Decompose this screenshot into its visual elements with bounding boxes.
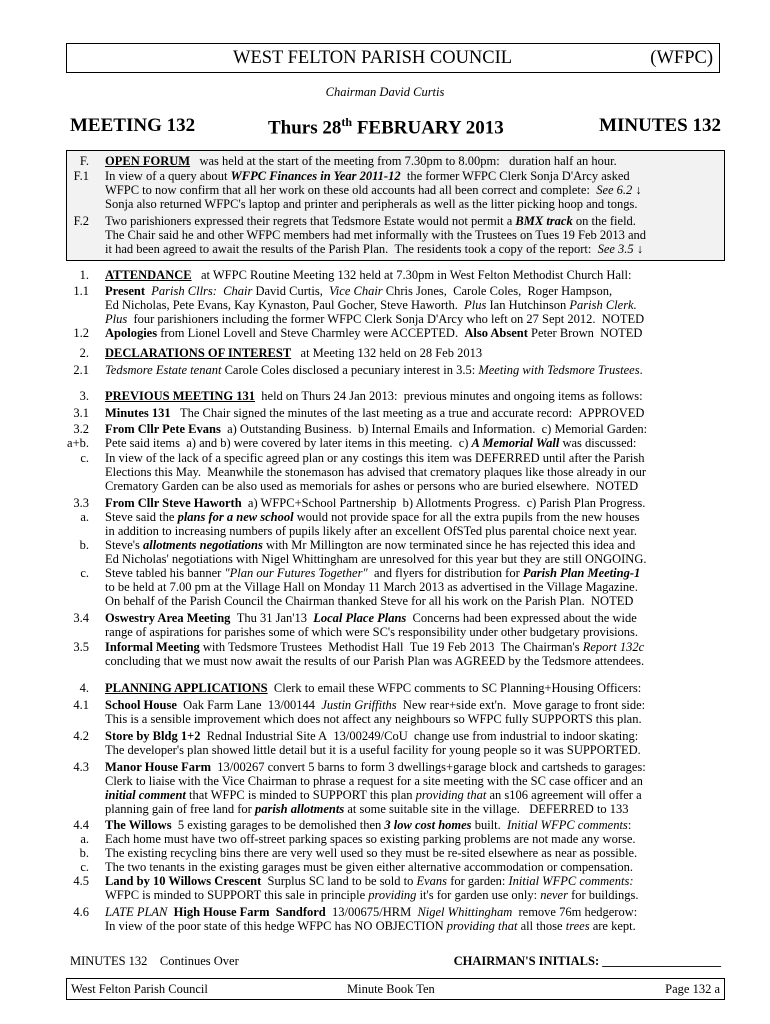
footer-council: West Felton Parish Council — [71, 982, 208, 996]
item-text: Ed Nicholas, Pete Evans, Kay Kynaston, Paul Gocher, Steve Haworth. Plus Ian Hutchinson Parish Clerk. — [105, 298, 637, 312]
footer-page: Page 132 a — [665, 982, 720, 996]
item-text: Plus four parishioners including the former WFPC Clerk Sonja D'Arcy who left on 27 Sept 2012. NOTED — [105, 312, 645, 326]
item-text: to be held at 7.00 pm at the Village Hall on Monday 11 March 2013 as advertised in the Village Magazine. — [105, 580, 638, 594]
title-box — [66, 43, 720, 73]
item-text: Crematory Garden can be also used as memorials for ashes or persons who are buried elsewhere. NOTED — [105, 479, 639, 493]
item-text: Two parishioners expressed their regrets that Tedsmore Estate would not permit a BMX track on the field. — [105, 214, 636, 228]
item-text: concluding that we must now await the results of our Parish Plan was AGREED by the Tedsmore attendees. — [105, 654, 645, 668]
item-text: Steve tabled his banner "Plan our Futures Together" and flyers for distribution for Parish Plan Meeting-1 — [105, 566, 641, 580]
item-text: From Cllr Pete Evans a) Outstanding Business. b) Internal Emails and Information. c) Memorial Garden: — [105, 422, 648, 436]
footer-minute-book: Minute Book Ten — [347, 982, 435, 996]
item-text: Minutes 131 The Chair signed the minutes of the last meeting as a true and accurate record: APPROVED — [105, 406, 645, 420]
meeting-date: Thurs 28th FEBRUARY 2013 — [268, 115, 504, 139]
item-text: Clerk to liaise with the Vice Chairman to phrase a request for a site meeting with the SC case officer and an — [105, 774, 643, 788]
minute-line — [0, 154, 770, 169]
minute-line — [0, 743, 770, 758]
minute-line — [0, 242, 770, 257]
continues-over: MINUTES 132 Continues Over — [70, 954, 239, 968]
minute-line — [0, 888, 770, 903]
minute-line — [0, 905, 770, 920]
item-text: WFPC to now confirm that all her work on these old accounts had all been correct and complete: See 6.2 ↓ — [105, 183, 642, 197]
minute-line — [0, 712, 770, 727]
item-text: Steve's allotments negotiations with Mr Millington are now terminated since he has rejected this idea and — [105, 538, 636, 552]
minute-line — [0, 640, 770, 655]
item-text: The developer's plan showed little detail but it is a useful facility for young people so it was SUPPORTED. — [105, 743, 641, 757]
item-number: a. — [80, 832, 89, 846]
item-text: On behalf of the Parish Council the Chairman thanked Steve for all his work on the Parish Plan. NOTED — [105, 594, 634, 608]
item-number: 4.5 — [73, 874, 89, 888]
item-text: Manor House Farm 13/00267 convert 5 barns to form 3 dwellings+garage block and cartsheds to garages: — [105, 760, 646, 774]
item-text: planning gain of free land for parish allotments at some suitable site in the village. DEFERRED to 133 — [105, 802, 629, 816]
minute-line — [0, 479, 770, 494]
minute-line — [0, 406, 770, 421]
item-text: School House Oak Farm Lane 13/00144 Justin Griffiths New rear+side ext'n. Move garage to front side: — [105, 698, 646, 712]
item-number: 4.4 — [73, 818, 89, 832]
item-number: c. — [80, 860, 89, 874]
item-number: 3.1 — [73, 406, 89, 420]
item-text: Tedsmore Estate tenant Carole Coles disclosed a pecuniary interest in 3.5: Meeting with Tedsmore Trustees. — [105, 363, 643, 377]
item-number: F. — [79, 154, 89, 168]
minute-line — [0, 197, 770, 212]
minute-line — [0, 268, 770, 283]
item-text: Store by Bldg 1+2 Rednal Industrial Site A 13/00249/CoU change use from industrial to indoor skating: — [105, 729, 639, 743]
minute-line — [0, 698, 770, 713]
minute-line — [0, 760, 770, 775]
minute-line — [0, 832, 770, 847]
item-number: 4.1 — [73, 698, 89, 712]
item-text: The two tenants in the existing garages must be given either alternative accommodation or compensation. — [105, 860, 633, 874]
minute-line — [0, 524, 770, 539]
item-text: The existing recycling bins there are very well used so they must be re-sited elsewhere as near as possible. — [105, 846, 638, 860]
item-text: range of aspirations for parishes some of which were SC's responsibility under other budgetary provisions. — [105, 625, 639, 639]
council-title: WEST FELTON PARISH COUNCIL — [233, 48, 513, 68]
item-text: PREVIOUS MEETING 131 held on Thurs 24 Jan 2013: previous minutes and ongoing items as follows: — [105, 389, 643, 403]
minute-line — [0, 451, 770, 466]
minute-line — [0, 169, 770, 184]
minute-line — [0, 389, 770, 404]
minute-line — [0, 298, 770, 313]
meeting-number: MEETING 132 — [70, 115, 196, 136]
item-text: Present Parish Cllrs: Chair David Curtis, Vice Chair Chris Jones, Carole Coles, Roger Hampson, — [105, 284, 613, 298]
minute-line — [0, 611, 770, 626]
item-number: 1.1 — [73, 284, 89, 298]
item-number: 3. — [79, 389, 89, 403]
minute-line — [0, 346, 770, 361]
minute-line — [0, 465, 770, 480]
item-number: a. — [80, 510, 89, 524]
item-number: 4.6 — [73, 905, 89, 919]
minute-line — [0, 860, 770, 875]
item-number: 1.2 — [73, 326, 89, 340]
item-number: 4.3 — [73, 760, 89, 774]
minute-line — [0, 874, 770, 889]
item-text: Pete said items a) and b) were covered by later items in this meeting. c) A Memorial Wall was discussed: — [105, 436, 637, 450]
item-number: a+b. — [67, 436, 89, 450]
item-number: 2. — [79, 346, 89, 360]
item-text: DECLARATIONS OF INTEREST at Meeting 132 held on 28 Feb 2013 — [105, 346, 483, 360]
minute-line — [0, 566, 770, 581]
item-text: Steve said the plans for a new school would not provide space for all the extra pupils from the new houses — [105, 510, 640, 524]
minute-line — [0, 284, 770, 299]
council-abbrev: (WFPC) — [650, 48, 713, 68]
chairman-initials: CHAIRMAN'S INITIALS: ___________________ — [453, 954, 721, 968]
item-number: c. — [80, 566, 89, 580]
minute-line — [0, 496, 770, 511]
item-number: 1. — [79, 268, 89, 282]
minute-line — [0, 802, 770, 817]
item-number: c. — [80, 451, 89, 465]
item-number: 4. — [79, 681, 89, 695]
item-text: OPEN FORUM was held at the start of the meeting from 7.30pm to 8.00pm: duration half an hour. — [105, 154, 617, 168]
footer-box — [66, 978, 725, 1000]
item-number: b. — [79, 846, 89, 860]
minute-line — [0, 654, 770, 669]
item-number: 3.3 — [73, 496, 89, 510]
item-text: Apologies from Lionel Lovell and Steve Charmley were ACCEPTED. Also Absent Peter Brown NOTED — [105, 326, 643, 340]
minute-line — [0, 326, 770, 341]
minutes-number: MINUTES 132 — [599, 115, 721, 136]
item-text: PLANNING APPLICATIONS Clerk to email these WFPC comments to SC Planning+Housing Officers: — [105, 681, 642, 695]
item-number: b. — [79, 538, 89, 552]
item-text: Ed Nicholas' negotiations with Nigel Whittingham are unresolved for this year but they are still ONGOING. — [105, 552, 647, 566]
chairman-line: Chairman David Curtis — [325, 85, 445, 99]
minute-line — [0, 228, 770, 243]
minute-line — [0, 312, 770, 327]
minute-line — [0, 510, 770, 525]
item-number: F.2 — [73, 214, 89, 228]
item-text: ATTENDANCE at WFPC Routine Meeting 132 held at 7.30pm in West Felton Methodist Church Hall: — [105, 268, 632, 282]
item-text: In view of the lack of a specific agreed plan or any costings this item was DEFERRED until after the Parish — [105, 451, 645, 465]
item-text: initial comment that WFPC is minded to SUPPORT this plan providing that an s106 agreement will offer a — [105, 788, 642, 802]
item-number: F.1 — [73, 169, 89, 183]
item-number: 3.2 — [73, 422, 89, 436]
item-text: The Willows 5 existing garages to be demolished then 3 low cost homes built. Initial WFPC comments: — [105, 818, 632, 832]
item-text: This is a sensible improvement which does not affect any neighbours so WFPC fully SUPPORTS this plan. — [105, 712, 642, 726]
minute-line — [0, 422, 770, 437]
minute-line — [0, 681, 770, 696]
item-number: 3.5 — [73, 640, 89, 654]
item-number: 3.4 — [73, 611, 89, 625]
item-text: LATE PLAN High House Farm Sandford 13/00675/HRM Nigel Whittingham remove 76m hedgerow: — [105, 905, 638, 919]
minute-line — [0, 818, 770, 833]
item-text: Land by 10 Willows Crescent Surplus SC land to be sold to Evans for garden: Initial WFPC comments: — [105, 874, 634, 888]
item-text: In view of the poor state of this hedge WFPC has NO OBJECTION providing that all those trees are kept. — [105, 919, 636, 933]
minute-line — [0, 774, 770, 789]
item-text: Informal Meeting with Tedsmore Trustees Methodist Hall Tue 19 Feb 2013 The Chairman's Report 132c — [105, 640, 645, 654]
minute-line — [0, 214, 770, 229]
minute-line — [0, 846, 770, 861]
minute-line — [0, 183, 770, 198]
minute-line — [0, 594, 770, 609]
item-number: 4.2 — [73, 729, 89, 743]
minute-line — [0, 580, 770, 595]
minute-line — [0, 788, 770, 803]
item-text: The Chair said he and other WFPC members had met informally with the Trustees on Tues 19 Feb 2013 and — [105, 228, 647, 242]
item-text: Elections this May. Meanwhile the stonemason has advised that crematory plaques like those already in our — [105, 465, 647, 479]
minute-line — [0, 919, 770, 934]
minute-line — [0, 363, 770, 378]
minute-line — [0, 436, 770, 451]
minute-line — [0, 729, 770, 744]
item-text: in addition to increasing numbers of pupils likely after an excellent OfSTed plus parental choice next year. — [105, 524, 637, 538]
item-text: WFPC is minded to SUPPORT this sale in principle providing it's for garden use only: never for buildings. — [105, 888, 639, 902]
minute-line — [0, 538, 770, 553]
item-text: From Cllr Steve Haworth a) WFPC+School Partnership b) Allotments Progress. c) Parish Plan Progress. — [105, 496, 646, 510]
item-text: Oswestry Area Meeting Thu 31 Jan'13 Local Place Plans Concerns had been expressed about the wide — [105, 611, 637, 625]
item-text: Sonja also returned WFPC's laptop and printer and peripherals as well as the litter picking hoop and tongs. — [105, 197, 638, 211]
minute-line — [0, 552, 770, 567]
minute-line — [0, 625, 770, 640]
item-number: 2.1 — [73, 363, 89, 377]
item-text: In view of a query about WFPC Finances in Year 2011-12 the former WFPC Clerk Sonja D'Arcy asked — [105, 169, 630, 183]
item-text: Each home must have two off-street parking spaces so existing parking problems are not made any worse. — [105, 832, 636, 846]
item-text: it had been agreed to await the results of the Parish Plan. The residents took a copy of the report: See 3.5 ↓ — [105, 242, 644, 256]
